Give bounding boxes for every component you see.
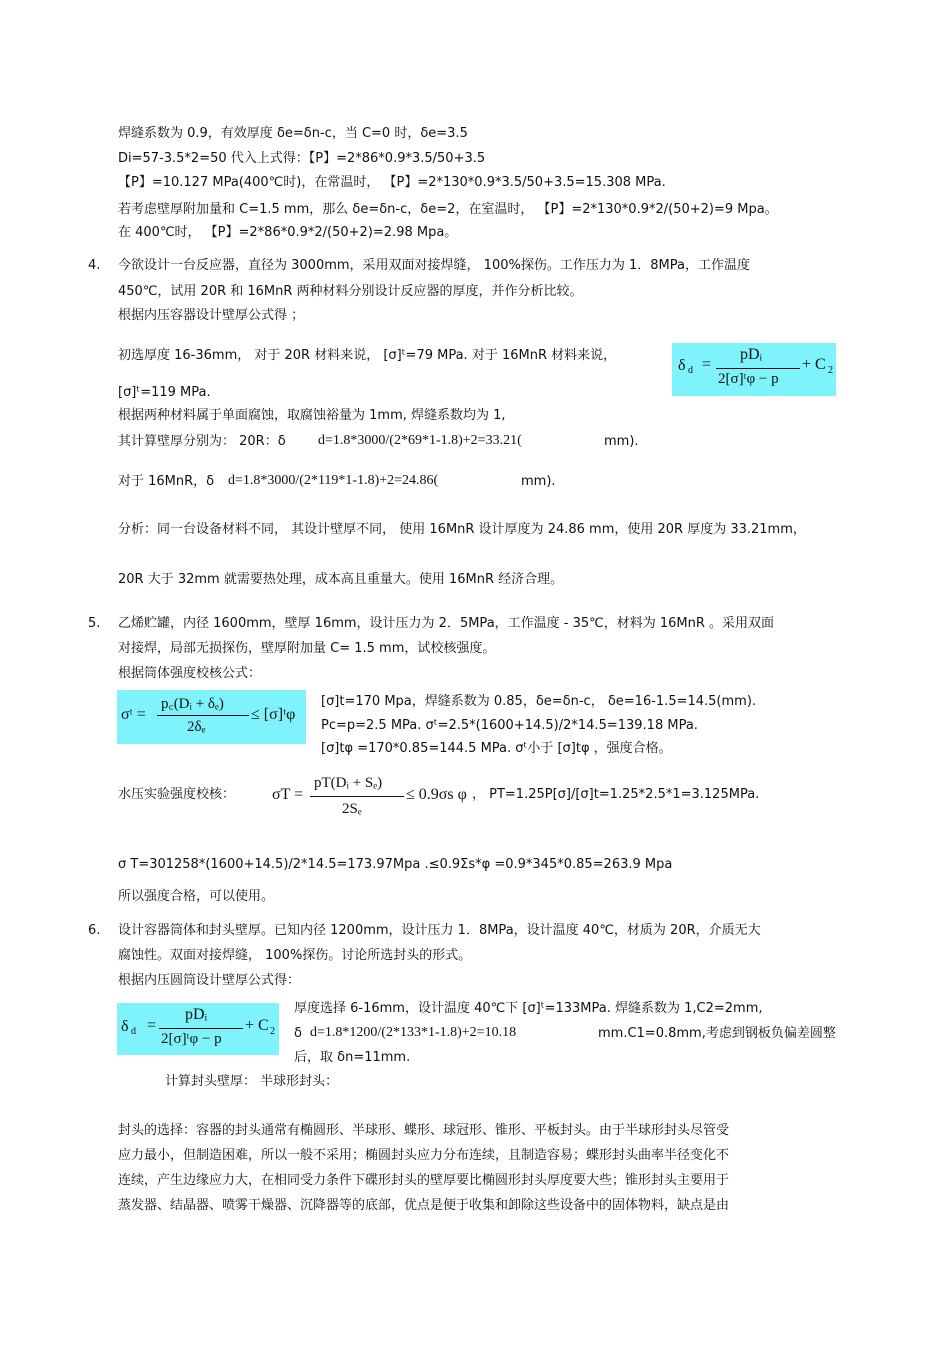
- formula-numerator: pDᵢ: [740, 346, 763, 363]
- stress-formula-lhs: σᵗ =: [121, 706, 146, 723]
- problem-4-calc-label-20r: 其计算壁厚分别为： 20R：δ: [118, 434, 286, 449]
- problem-5-question-line-1: 乙烯贮罐，内径 1600mm，壁厚 16mm，设计压力为 2．5MPa，工作温度 - 35℃，材料为 16MnR 。采用双面: [118, 616, 775, 631]
- problem-5-result-line-3: [σ]tφ =170*0.85=144.5 MPa. σᵗ小于 [σ]tφ ，强度合格。: [321, 741, 672, 756]
- problem-4-initial-thickness: 初选厚度 16-36mm， 对于 20R 材料来说， [σ]ᵗ=79 MPa. 对于 16MnR 材料来说，: [118, 348, 617, 363]
- hydro-formula-fraction-bar: [310, 796, 404, 797]
- hydro-formula-rhs: ≤ 0.9σs φ: [406, 786, 467, 803]
- problem-4-analysis-line-2: 20R 大于 32mm 就需要热处理，成本高且重量大。使用 16MnR 经济合理。: [118, 572, 564, 587]
- stress-formula-numerator: p꜀(Dᵢ + δₑ): [161, 696, 224, 712]
- hydro-formula-denominator: 2Sₑ: [342, 801, 362, 817]
- cylinder-formula-denominator: 2[σ]ᵗφ − p: [161, 1031, 222, 1047]
- text-line-1: 焊缝系数为 0.9，有效厚度 δe=δn-c，当 C=0 时，δe=3.5: [118, 126, 468, 141]
- problem-6-calc: d=1.8*1200/(2*133*1-1.8)+2=10.18: [310, 1025, 517, 1040]
- stress-formula-fraction-bar: [157, 715, 249, 716]
- problem-4-question-line-2: 450℃，试用 20R 和 16MnR 两种材料分别设计反应器的厚度，并作分析比较。: [118, 284, 583, 299]
- problem-6-number: 6.: [88, 923, 101, 938]
- hydro-test-result: σ T=301258*(1600+14.5)/2*14.5=173.97Mpa .≤0.9Σs*φ =0.9*345*0.85=263.9 Mpa: [118, 857, 673, 872]
- cylinder-formula-numerator: pDᵢ: [185, 1006, 208, 1023]
- stress-formula-rhs: ≤ [σ]ᵗφ: [251, 706, 296, 723]
- head-selection-line-2: 应力最小，但制造困难，所以一般不采用；椭圆封头应力分布连续，且制造容易；蝶形封头曲率半径变化不: [118, 1148, 730, 1163]
- formula-equals: =: [702, 356, 712, 373]
- problem-4-answer-intro: 根据内压容器设计壁厚公式得 ；: [118, 308, 305, 323]
- problem-5-conclusion: 所以强度合格，可以使用。: [118, 889, 275, 904]
- cylinder-formula-plus-c: + C: [245, 1017, 269, 1034]
- cylinder-formula-lhs: δ: [121, 1018, 129, 1035]
- problem-6-result-line-3: 后，取 δn=11mm.: [294, 1050, 411, 1065]
- head-selection-line-3: 连续，产生边缘应力大，在相同受力条件下碟形封头的壁厚要比椭圆形封头厚度要大些；锥形封头主要用于: [118, 1173, 730, 1188]
- hydro-test-pressure: ， PT=1.25P[σ]/[σ]t=1.25*2.5*1=3.125MPa.: [472, 787, 760, 802]
- problem-4-calc-label-16mnr: 对于 16MnR，δ: [118, 474, 215, 489]
- problem-4-calc-20r: d=1.8*3000/(2*69*1-1.8)+2=33.21(: [318, 433, 522, 448]
- formula-denominator: 2[σ]ᵗφ − p: [718, 371, 779, 387]
- problem-5-question-line-2: 对接焊，局部无损探伤，壁厚附加量 C= 1.5 mm，试校核强度。: [118, 641, 496, 656]
- cylinder-formula-equals: =: [147, 1017, 157, 1034]
- problem-4-allowable-stress: [σ]ᵗ=119 MPa.: [118, 385, 211, 400]
- problem-6-question-line-2: 腐蚀性。双面对接焊缝， 100%探伤。讨论所选封头的形式。: [118, 948, 472, 963]
- problem-5-result-line-1: [σ]t=170 Mpa，焊缝系数为 0.85，δe=δn-c， δe=16-1.5=14.5(mm).: [321, 694, 757, 709]
- formula-plus-c-subscript: 2: [828, 365, 833, 376]
- head-selection-line-1: 封头的选择：容器的封头通常有椭圆形、半球形、蝶形、球冠形、锥形、平板封头。由于半球形封头尽管受: [118, 1123, 730, 1138]
- problem-6-delta-symbol: δ: [294, 1026, 302, 1041]
- stress-check-formula-box: [117, 690, 306, 744]
- cylinder-formula-fraction-bar: [159, 1028, 243, 1029]
- hydro-formula-lhs: σT =: [272, 786, 304, 803]
- problem-4-analysis-line-1: 分析：同一台设备材料不同， 其设计壁厚不同， 使用 16MnR 设计厚度为 24.86 mm，使用 20R 厚度为 33.21mm，: [118, 522, 806, 537]
- thickness-formula-box: [672, 343, 836, 396]
- cylinder-formula-box: [117, 1003, 279, 1055]
- cylinder-formula-lhs-subscript: d: [131, 1026, 136, 1037]
- head-selection-line-4: 蒸发器、结晶器、喷雾干燥器、沉降器等的底部，优点是便于收集和卸除这些设备中的固体物料，缺点是由: [118, 1198, 730, 1213]
- problem-4-question-line-1: 今欲设计一台反应器，直径为 3000mm，采用双面对接焊缝， 100%探伤。工作压力为 1．8MPa，工作温度: [118, 258, 750, 273]
- head-thickness-heading: 计算封头壁厚： 半球形封头：: [165, 1074, 339, 1089]
- problem-5-number: 5.: [88, 616, 101, 631]
- formula-lhs-subscript: d: [688, 365, 693, 376]
- hydro-test-label: 水压实验强度校核：: [118, 787, 236, 802]
- problem-5-result-line-2: Pc=p=2.5 MPa. σᵗ=2.5*(1600+14.5)/2*14.5=139.18 MPa.: [321, 718, 698, 733]
- formula-fraction-bar: [716, 368, 800, 369]
- problem-6-result-line-2: mm.C1=0.8mm,考虑到钢板负偏差圆整: [598, 1026, 836, 1041]
- problem-4-number: 4.: [88, 258, 101, 273]
- text-line-5: 在 400℃时， 【P】=2*86*0.9*2/(50+2)=2.98 Mpa。: [118, 225, 458, 240]
- text-line-2: Di=57-3.5*2=50 代入上式得：【P】=2*86*0.9*3.5/50+3.5: [118, 151, 486, 166]
- problem-6-answer-intro: 根据内压圆筒设计壁厚公式得：: [118, 973, 301, 988]
- formula-lhs: δ: [678, 357, 686, 374]
- problem-6-result-line-1: 厚度选择 6-16mm，设计温度 40℃下 [σ]ᵗ=133MPa. 焊缝系数为 1,C2=2mm,: [294, 1001, 763, 1016]
- hydro-formula-numerator: pT(Dᵢ + Sₑ): [314, 775, 383, 791]
- problem-6-question-line-1: 设计容器筒体和封头壁厚。已知内径 1200mm，设计压力 1．8MPa，设计温度 40℃，材质为 20R，介质无大: [118, 923, 761, 938]
- formula-plus-c: + C: [802, 356, 826, 373]
- problem-4-corrosion: 根据两种材料属于单面腐蚀，取腐蚀裕量为 1mm, 焊缝系数均为 1,: [118, 408, 506, 423]
- text-line-3: 【P】=10.127 MPa(400℃时)，在常温时， 【P】=2*130*0.9*3.5/50+3.5=15.308 MPa.: [118, 175, 666, 190]
- problem-4-unit-20r: mm).: [604, 434, 639, 449]
- problem-4-calc-16mnr: d=1.8*3000/(2*119*1-1.8)+2=24.86(: [228, 473, 439, 488]
- problem-4-unit-16mnr: mm).: [521, 474, 556, 489]
- problem-5-answer-intro: 根据筒体强度校核公式：: [118, 666, 262, 681]
- text-line-4: 若考虑壁厚附加量和 C=1.5 mm，那么 δe=δn-c，δe=2，在室温时， 【P】=2*130*0.9*2/(50+2)=9 Mpa。: [118, 202, 778, 217]
- stress-formula-denominator: 2δₑ: [187, 719, 206, 735]
- cylinder-formula-plus-c-subscript: 2: [270, 1026, 275, 1037]
